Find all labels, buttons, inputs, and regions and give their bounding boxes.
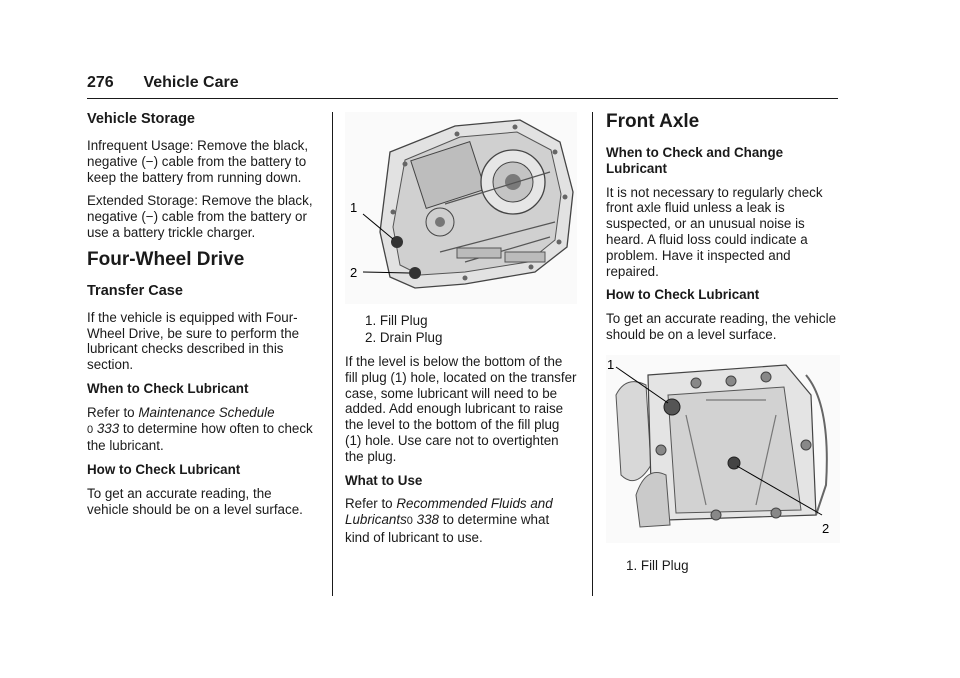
list-item: 2. Drain Plug xyxy=(365,330,443,345)
page-header xyxy=(87,74,239,92)
front-axle-illustration xyxy=(606,355,840,543)
transfer-parts-list xyxy=(345,312,577,346)
infrequent-usage-text: Infrequent Usage: Remove the black, negative (−) cable from the battery to keep the battery from running down. xyxy=(87,138,309,185)
fluids-reference xyxy=(345,496,577,545)
refer-suffix: to determine what kind of lubricant to use. xyxy=(345,512,550,545)
front-axle-heading: Front Axle xyxy=(606,111,700,132)
fill-level-text: If the level is below the bottom of the fill plug (1) hole, located on the transfer case, some lubricant will need to be added. Add enough lubricant to raise the level to the bottom of the fill plug (1) hole. Use care not to overtighten the plug. xyxy=(345,354,577,464)
four-wheel-drive-heading: Four-Wheel Drive xyxy=(87,248,245,270)
axle-parts-list xyxy=(606,557,840,574)
how-to-check-text: To get an accurate reading, the vehicle should be on a level surface. xyxy=(87,485,303,517)
column-1 xyxy=(87,111,315,526)
transfer-intro-text: If the vehicle is equipped with Four-Wheel Drive, be sure to perform the lubricant checks described in this section. xyxy=(87,309,300,373)
transfer-case-heading: Transfer Case xyxy=(87,282,183,299)
section-title: Vehicle Care xyxy=(143,74,239,91)
page-number: 276 xyxy=(87,74,114,91)
column-divider-1 xyxy=(332,112,333,596)
transfer-case-illustration xyxy=(345,112,577,304)
refer-suffix: to determine how often to check the lubricant. xyxy=(87,420,313,454)
refer-prefix: Refer to xyxy=(87,404,139,420)
xref-icon: 0 xyxy=(87,423,94,436)
extended-storage-text: Extended Storage: Remove the black, negative (−) cable from the battery or use a battery trickle charger. xyxy=(87,193,313,240)
callout-1-label: 1 xyxy=(350,200,358,215)
front-axle-text: It is not necessary to regularly check front axle fluid unless a leak is suspected, or an unusual noise is heard. A fluid loss could indicate a problem. Have it inspected and repaired. xyxy=(606,184,823,279)
what-to-use-heading: What to Use xyxy=(345,472,423,488)
how-to-check-heading: How to Check Lubricant xyxy=(606,287,760,303)
how-to-check-text: To get an accurate reading, the vehicle should be on a level surface. xyxy=(606,311,837,342)
maintenance-reference xyxy=(87,405,315,454)
header-rule xyxy=(87,98,838,99)
page-ref[interactable]: 338 xyxy=(416,512,439,528)
callout-1-label: 1 xyxy=(607,356,615,372)
column-2 xyxy=(345,112,577,554)
refer-prefix: Refer to xyxy=(345,496,397,512)
maintenance-schedule-link[interactable]: Maintenance Schedule xyxy=(138,404,275,420)
callout-2-label: 2 xyxy=(822,520,830,536)
vehicle-storage-heading: Vehicle Storage xyxy=(87,111,195,127)
callout-2-label: 2 xyxy=(350,265,358,280)
column-3 xyxy=(606,111,840,582)
list-item: 1. Fill Plug xyxy=(365,313,428,328)
xref-icon: 0 xyxy=(406,515,413,528)
recommended-fluids-link[interactable]: Recommended Fluids and Lubricants xyxy=(345,496,553,528)
page-ref[interactable]: 333 xyxy=(96,420,120,436)
how-to-check-heading: How to Check Lubricant xyxy=(87,462,241,478)
column-divider-2 xyxy=(592,112,593,596)
when-to-check-heading: When to Check Lubricant xyxy=(87,380,249,396)
list-item: 1. Fill Plug xyxy=(626,557,689,573)
when-to-change-heading: When to Check and Change Lubricant xyxy=(606,145,784,176)
